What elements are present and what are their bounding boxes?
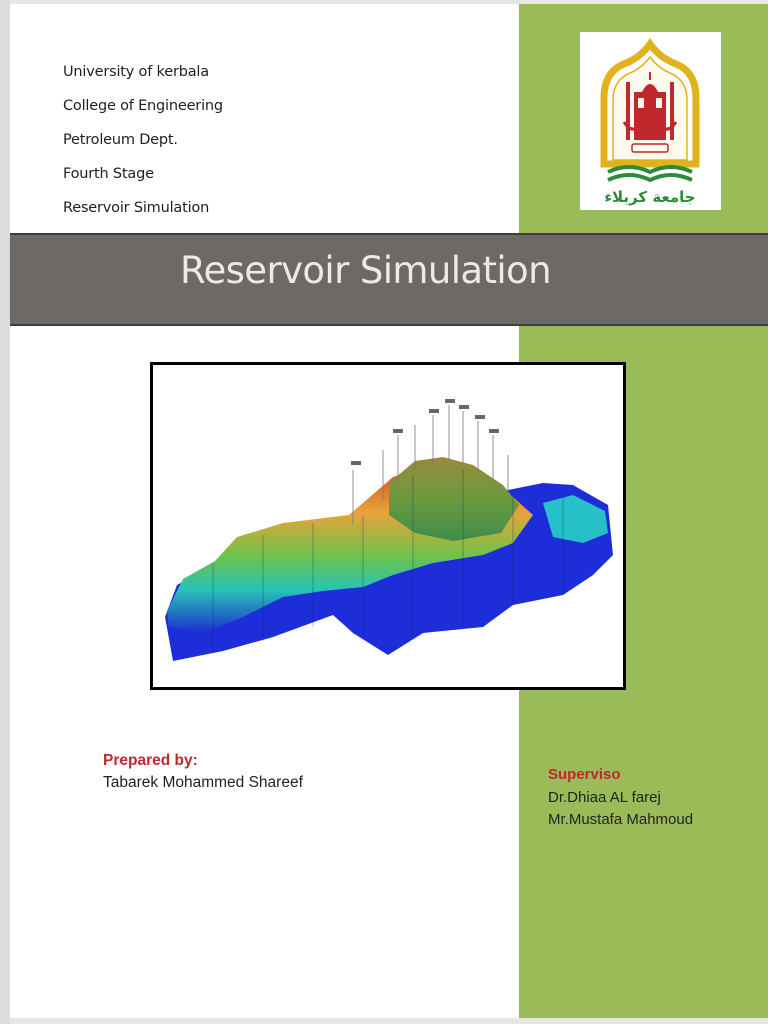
university-line: University of kerbala <box>63 64 209 80</box>
university-of-kerbala-logo-icon <box>580 32 721 210</box>
logo-arabic-text: جامعة كربلاء <box>604 188 696 206</box>
3d-reservoir-model-image-icon <box>153 365 623 687</box>
page-title: Reservoir Simulation <box>180 249 551 292</box>
supervisor-name-2: Mr.Mustafa Mahmoud <box>548 811 694 828</box>
college-line: College of Engineering <box>63 98 223 114</box>
department-line: Petroleum Dept. <box>63 132 178 148</box>
university-logo <box>580 32 721 210</box>
stage-line: Fourth Stage <box>63 166 154 182</box>
course-line: Reservoir Simulation <box>63 200 210 216</box>
author-name: Tabarek Mohammed Shareef <box>103 774 303 791</box>
reservoir-model-figure <box>150 362 626 690</box>
page-edge <box>0 0 10 1024</box>
supervisor-name-1: Dr.Dhiaa AL farej <box>548 789 661 806</box>
header-info <box>63 58 223 228</box>
page-edge-bottom <box>10 1018 768 1024</box>
prepared-by-label: Prepared by: <box>103 752 198 769</box>
band-notch <box>508 4 519 44</box>
supervisor-label: Superviso <box>548 766 621 783</box>
title-bar <box>10 233 768 326</box>
